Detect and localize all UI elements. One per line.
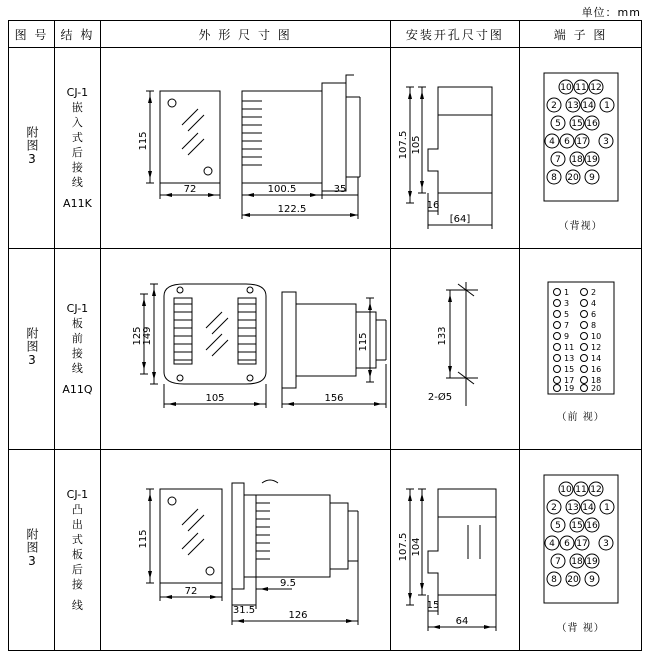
unit-label: 单位：mm [581,6,641,19]
dim-35-r1: 35 [333,184,347,195]
svg-text:18: 18 [590,375,601,385]
svg-text:9: 9 [588,574,595,585]
svg-text:7: 7 [554,556,561,567]
svg-text:14: 14 [581,100,594,111]
svg-text:6: 6 [563,136,570,147]
terminal-diagram-2 [526,276,636,406]
svg-text:3: 3 [563,298,569,308]
svg-text:19: 19 [585,556,598,567]
svg-text:9: 9 [588,172,595,183]
fig-no-label-3: 附图3 [25,527,39,569]
terminal-caption-1: （背视） [558,220,603,232]
outline-drawing-2 [102,254,388,444]
outline-drawing-cell-1 [100,48,390,249]
dim-107-5-r3: 107.5 [397,532,409,562]
table-header-row [9,21,642,48]
dim-64-r1: [64] [449,214,471,225]
svg-text:6: 6 [590,309,596,319]
svg-text:2: 2 [590,287,596,297]
structure-cell-2 [55,249,101,450]
svg-text:1: 1 [603,100,610,111]
svg-text:8: 8 [550,574,557,585]
dim-126-r3: 126 [288,610,308,621]
terminal-cell-3 [520,450,642,651]
svg-text:12: 12 [589,82,602,93]
svg-text:4: 4 [590,298,596,308]
hole-drawing-1 [392,53,518,243]
dim-105-r2: 105 [205,393,225,404]
header-outline: 外 形 尺 寸 图 [100,21,390,48]
svg-text:17: 17 [563,375,574,385]
svg-text:13: 13 [563,353,574,363]
header-structure: 结 构 [55,21,101,48]
structure-label-1: CJ-1 嵌 入 式 后 接 线 A11K [63,86,92,210]
svg-text:20: 20 [566,172,579,183]
table-row [9,450,642,651]
dimension-table [8,20,642,651]
svg-text:19: 19 [585,154,598,165]
terminal-diagram-3 [526,467,636,617]
svg-text:1: 1 [563,287,569,297]
svg-text:15: 15 [563,364,574,374]
dim-72-r1: 72 [183,184,197,195]
svg-text:9: 9 [563,331,569,341]
svg-text:2: 2 [550,502,557,513]
svg-text:13: 13 [566,100,579,111]
svg-text:20: 20 [566,574,579,585]
svg-text:8: 8 [550,172,557,183]
header-terminal: 端 子 图 [520,21,642,48]
header-fig-no: 图 号 [9,21,55,48]
svg-text:11: 11 [574,82,587,93]
dim-2-phi5-r2: 2-Ø5 [427,392,452,403]
hole-drawing-3 [392,455,518,645]
svg-text:17: 17 [575,136,588,147]
svg-text:12: 12 [589,484,602,495]
dim-104-r3: 104 [410,537,422,557]
svg-text:17: 17 [575,538,588,549]
svg-text:3: 3 [602,538,609,549]
dim-115-r2: 115 [358,332,370,352]
dim-16-r1: 16 [426,200,440,211]
terminal-diagram-1 [526,65,636,215]
fig-no-label-2: 附图3 [25,326,39,368]
terminal-cell-2 [520,249,642,450]
dim-156-r2: 156 [324,393,344,404]
svg-text:14: 14 [590,353,601,363]
hole-drawing-cell-1 [390,48,520,249]
svg-text:16: 16 [585,118,598,129]
dim-125-r2: 125 [132,326,144,346]
terminal-cell-1 [520,48,642,249]
structure-label-2: CJ-1 板 前 接 线 A11Q [62,302,93,396]
structure-label-3: CJ-1 凸 出 式 板 后 接 线 [66,488,89,612]
fig-no-cell-1 [9,48,55,249]
table-row [9,249,642,450]
svg-text:11: 11 [563,342,574,352]
svg-text:18: 18 [570,154,583,165]
dim-115-r1: 115 [138,131,150,151]
hole-drawing-2 [392,254,518,444]
structure-cell-3 [55,450,101,651]
svg-text:16: 16 [590,364,601,374]
svg-text:3: 3 [602,136,609,147]
outline-drawing-cell-3 [100,450,390,651]
hole-drawing-cell-2 [390,249,520,450]
svg-text:12: 12 [590,342,601,352]
outline-drawing-3 [102,455,388,645]
dim-149-r2: 149 [142,326,154,346]
dim-100-5-r1: 100.5 [267,184,297,195]
outline-drawing-1 [102,53,388,243]
dim-115-r3: 115 [138,529,150,549]
svg-text:19: 19 [563,383,574,393]
svg-text:20: 20 [590,383,601,393]
outline-drawing-cell-2 [100,249,390,450]
dim-105-r1: 105 [410,135,422,155]
svg-text:15: 15 [570,118,583,129]
terminal-caption-3: （背 视） [556,622,605,634]
svg-text:8: 8 [590,320,596,330]
svg-text:4: 4 [548,136,555,147]
dim-107-5-r1: 107.5 [397,130,409,160]
svg-text:18: 18 [570,556,583,567]
dim-31-5-r3: 31.5 [233,605,256,616]
terminal-caption-2: （前 视） [556,411,605,423]
svg-text:13: 13 [566,502,579,513]
svg-text:14: 14 [581,502,594,513]
svg-text:5: 5 [554,118,561,129]
hole-drawing-cell-3 [390,450,520,651]
fig-no-label-1: 附图3 [25,125,39,167]
svg-text:10: 10 [559,484,572,495]
dim-9-5-r3: 9.5 [280,578,297,589]
svg-text:7: 7 [554,154,561,165]
svg-text:15: 15 [570,520,583,531]
structure-cell-1 [55,48,101,249]
svg-text:10: 10 [559,82,572,93]
svg-text:6: 6 [563,538,570,549]
table-row [9,48,642,249]
dim-15-r3: 15 [426,600,440,611]
svg-text:4: 4 [548,538,555,549]
dim-72-r3: 72 [184,586,198,597]
dim-133-r2: 133 [436,326,448,346]
svg-text:16: 16 [585,520,598,531]
svg-text:11: 11 [574,484,587,495]
svg-text:1: 1 [603,502,610,513]
svg-text:2: 2 [550,100,557,111]
svg-text:7: 7 [563,320,569,330]
svg-text:5: 5 [563,309,569,319]
svg-text:10: 10 [590,331,601,341]
fig-no-cell-3 [9,450,55,651]
svg-text:5: 5 [554,520,561,531]
fig-no-cell-2 [9,249,55,450]
header-hole: 安装开孔尺寸图 [390,21,520,48]
dim-122-5-r1: 122.5 [277,204,307,215]
dim-64-r3: 64 [455,616,469,627]
